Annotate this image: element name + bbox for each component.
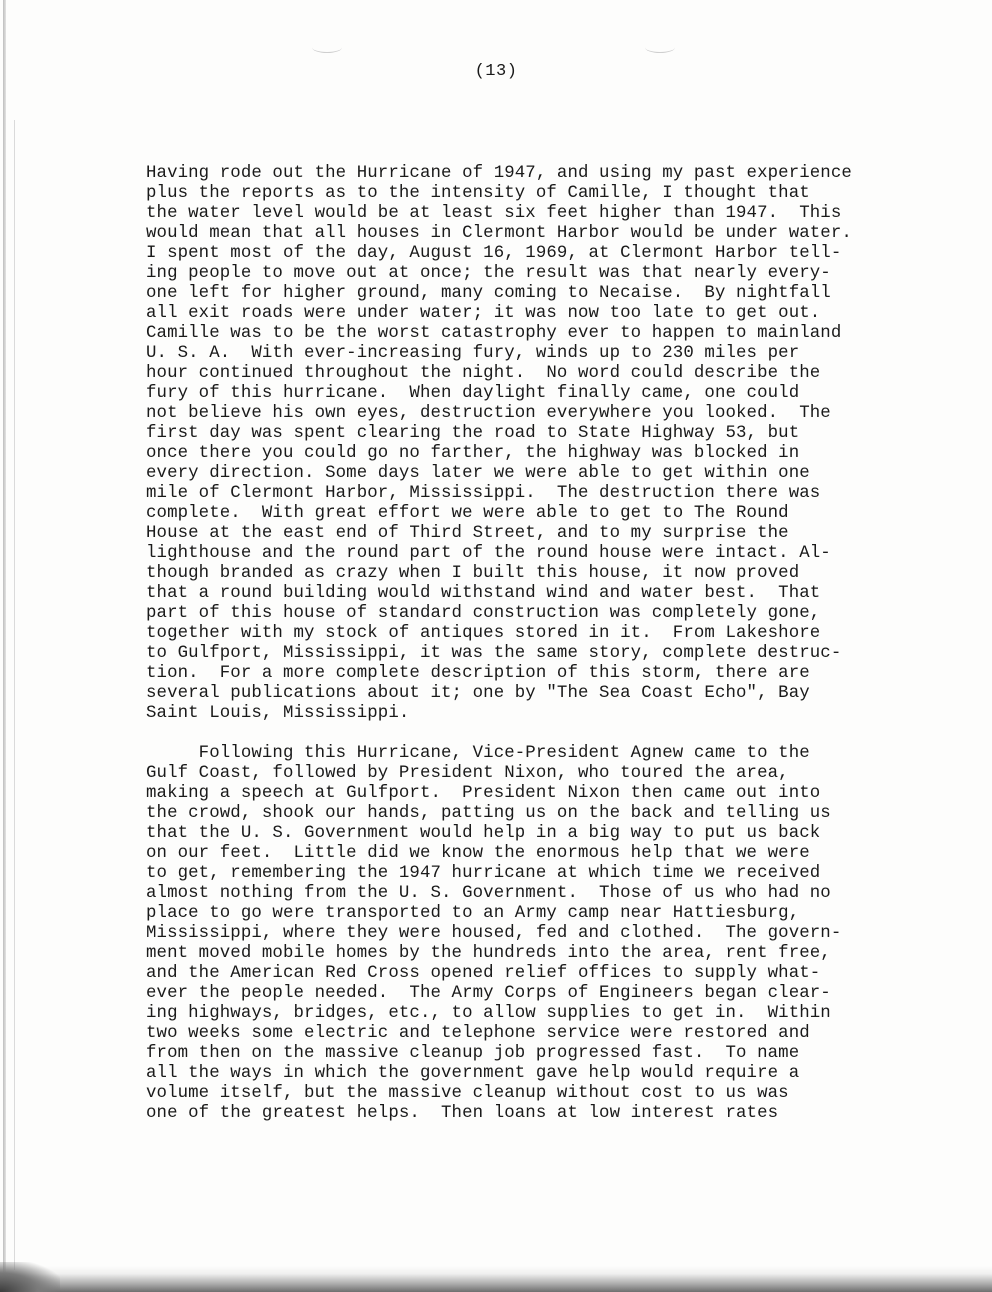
page-number: (13) — [474, 62, 518, 81]
text-line: ing highways, bridges, etc., to allow supplies to get in. Within — [146, 1004, 831, 1023]
text-line: not believe his own eyes, destruction everywhere you looked. The — [146, 404, 831, 423]
text-line: one of the greatest helps. Then loans at low interest rates — [146, 1104, 779, 1123]
text-line: two weeks some electric and telephone service were restored and — [146, 1024, 810, 1043]
text-line: from then on the massive cleanup job progressed fast. To name — [146, 1044, 800, 1063]
text-line: to Gulfport, Mississippi, it was the same story, complete destruc- — [146, 644, 842, 663]
text-line: and the American Red Cross opened relief offices to supply what- — [146, 964, 821, 983]
text-line: volume itself, but the massive cleanup without cost to us was — [146, 1084, 789, 1103]
text-line: making a speech at Gulfport. President Nixon then came out into — [146, 784, 821, 803]
body-text — [146, 164, 976, 1124]
text-line: together with my stock of antiques stored in it. From Lakeshore — [146, 624, 821, 643]
scan-mark-left — [312, 42, 342, 53]
text-line: Camille was to be the worst catastrophy ever to happen to mainland — [146, 324, 842, 343]
text-line: almost nothing from the U. S. Government. Those of us who had no — [146, 884, 831, 903]
text-line: every direction. Some days later we were able to get within one — [146, 464, 810, 483]
scan-bottom-corner — [0, 1262, 60, 1292]
text-line: several publications about it; one by "The Sea Coast Echo", Bay — [146, 684, 810, 703]
text-line: ever the people needed. The Army Corps of Engineers began clear- — [146, 984, 831, 1003]
text-line: first day was spent clearing the road to State Highway 53, but — [146, 424, 800, 443]
scan-left-edge — [3, 0, 6, 1292]
text-line: hour continued throughout the night. No word could describe the — [146, 364, 821, 383]
text-line: once there you could go no farther, the highway was blocked in — [146, 444, 800, 463]
text-line: Gulf Coast, followed by President Nixon, who toured the area, — [146, 764, 789, 783]
scan-mark-right — [645, 42, 675, 53]
text-line: Having rode out the Hurricane of 1947, and using my past experience — [146, 164, 852, 183]
text-line: the water level would be at least six feet higher than 1947. This — [146, 204, 842, 223]
paragraph — [146, 744, 976, 1124]
paragraph — [146, 164, 976, 724]
text-line: mile of Clermont Harbor, Mississippi. The destruction there was — [146, 484, 821, 503]
text-line: Mississippi, where they were housed, fed and clothed. The govern- — [146, 924, 842, 943]
text-line: that a round building would withstand wind and water best. That — [146, 584, 821, 603]
text-line: the crowd, shook our hands, patting us on the back and telling us — [146, 804, 831, 823]
scan-bottom-shadow — [0, 1266, 992, 1292]
text-line: place to go were transported to an Army camp near Hattiesburg, — [146, 904, 800, 923]
text-line: to get, remembering the 1947 hurricane at which time we received — [146, 864, 821, 883]
text-line: Following this Hurricane, Vice-President Agnew came to the — [146, 744, 810, 763]
text-line: on our feet. Little did we know the enormous help that we were — [146, 844, 810, 863]
text-line: I spent most of the day, August 16, 1969, at Clermont Harbor tell- — [146, 244, 842, 263]
text-line: ing people to move out at once; the result was that nearly every- — [146, 264, 831, 283]
text-line: though branded as crazy when I built this house, it now proved — [146, 564, 800, 583]
text-line: one left for higher ground, many coming to Necaise. By nightfall — [146, 284, 831, 303]
paragraph-gap — [146, 724, 976, 744]
text-line: plus the reports as to the intensity of Camille, I thought that — [146, 184, 810, 203]
scan-binding-line — [14, 120, 15, 1270]
text-line: part of this house of standard construction was completely gone, — [146, 604, 821, 623]
text-line: all exit roads were under water; it was now too late to get out. — [146, 304, 821, 323]
text-line: Saint Louis, Mississippi. — [146, 704, 410, 723]
text-line: that the U. S. Government would help in a big way to put us back — [146, 824, 821, 843]
text-line: complete. With great effort we were able to get to The Round — [146, 504, 789, 523]
text-line: fury of this hurricane. When daylight finally came, one could — [146, 384, 800, 403]
text-line: would mean that all houses in Clermont Harbor would be under water. — [146, 224, 852, 243]
text-line: all the ways in which the government gave help would require a — [146, 1064, 800, 1083]
text-line: U. S. A. With ever-increasing fury, winds up to 230 miles per — [146, 344, 800, 363]
text-line: tion. For a more complete description of this storm, there are — [146, 664, 810, 683]
text-line: ment moved mobile homes by the hundreds into the area, rent free, — [146, 944, 831, 963]
text-line: lighthouse and the round part of the round house were intact. Al- — [146, 544, 831, 563]
text-line: House at the east end of Third Street, and to my surprise the — [146, 524, 789, 543]
